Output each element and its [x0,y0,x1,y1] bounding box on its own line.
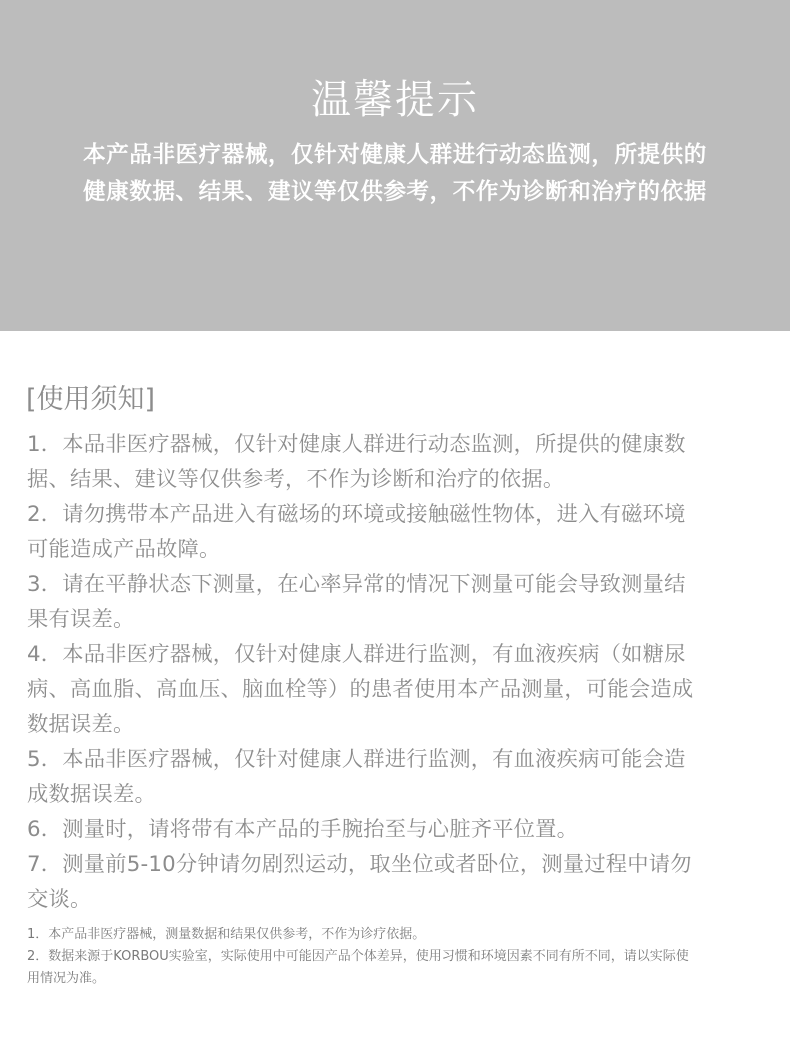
footnote-line: 用情况为准。 [27,971,106,986]
usage-note-line: 数据误差。 [27,712,135,737]
footnotes-list [27,924,762,990]
usage-note-item [27,742,762,812]
warning-banner [0,0,790,331]
usage-note-item [27,847,762,917]
usage-notes-list [27,427,762,917]
footnote-item [27,946,762,990]
usage-note-line: 3．请在平静状态下测量，在心率异常的情况下测量可能会导致测量结 [27,572,686,597]
usage-note-item [27,427,762,497]
usage-note-line: 7．测量前5-10分钟请勿剧烈运动，取坐位或者卧位，测量过程中请勿 [27,852,692,877]
usage-note-line: 成数据误差。 [27,782,156,807]
banner-disclaimer [30,137,760,211]
usage-note-line: 交谈。 [27,887,92,912]
usage-note-line: 5．本品非医疗器械，仅针对健康人群进行监测，有血液疾病可能会造 [27,747,686,772]
footnote-line: 1．本产品非医疗器械，测量数据和结果仅供参考，不作为诊疗依据。 [27,927,426,942]
usage-note-item [27,637,762,742]
banner-disclaimer-line: 健康数据、结果、建议等仅供参考，不作为诊断和治疗的依据 [83,179,707,205]
usage-note-line: 病、高血脂、高血压、脑血栓等）的患者使用本产品测量，可能会造成 [27,677,694,702]
usage-note-line: 果有误差。 [27,607,135,632]
usage-note-item [27,812,762,847]
usage-note-line: 6．测量时，请将带有本产品的手腕抬至与心脏齐平位置。 [27,817,579,842]
usage-heading: [使用须知] [26,384,156,415]
footnote-item [27,924,762,946]
usage-note-item [27,497,762,567]
banner-title: 温馨提示 [311,77,479,123]
usage-note-line: 据、结果、建议等仅供参考，不作为诊断和治疗的依据。 [27,467,565,492]
usage-note-line: 可能造成产品故障。 [27,537,221,562]
banner-disclaimer-line: 本产品非医疗器械，仅针对健康人群进行动态监测，所提供的 [83,142,707,168]
usage-note-line: 1．本品非医疗器械，仅针对健康人群进行动态监测，所提供的健康数 [27,432,686,457]
usage-note-item [27,567,762,637]
usage-note-line: 4．本品非医疗器械，仅针对健康人群进行监测，有血液疾病（如糖尿 [27,642,686,667]
footnote-line: 2．数据来源于KORBOU实验室，实际使用中可能因产品个体差异，使用习惯和环境因素不同有所不同，请以实际使 [27,949,689,964]
usage-note-line: 2．请勿携带本产品进入有磁场的环境或接触磁性物体，进入有磁环境 [27,502,686,527]
